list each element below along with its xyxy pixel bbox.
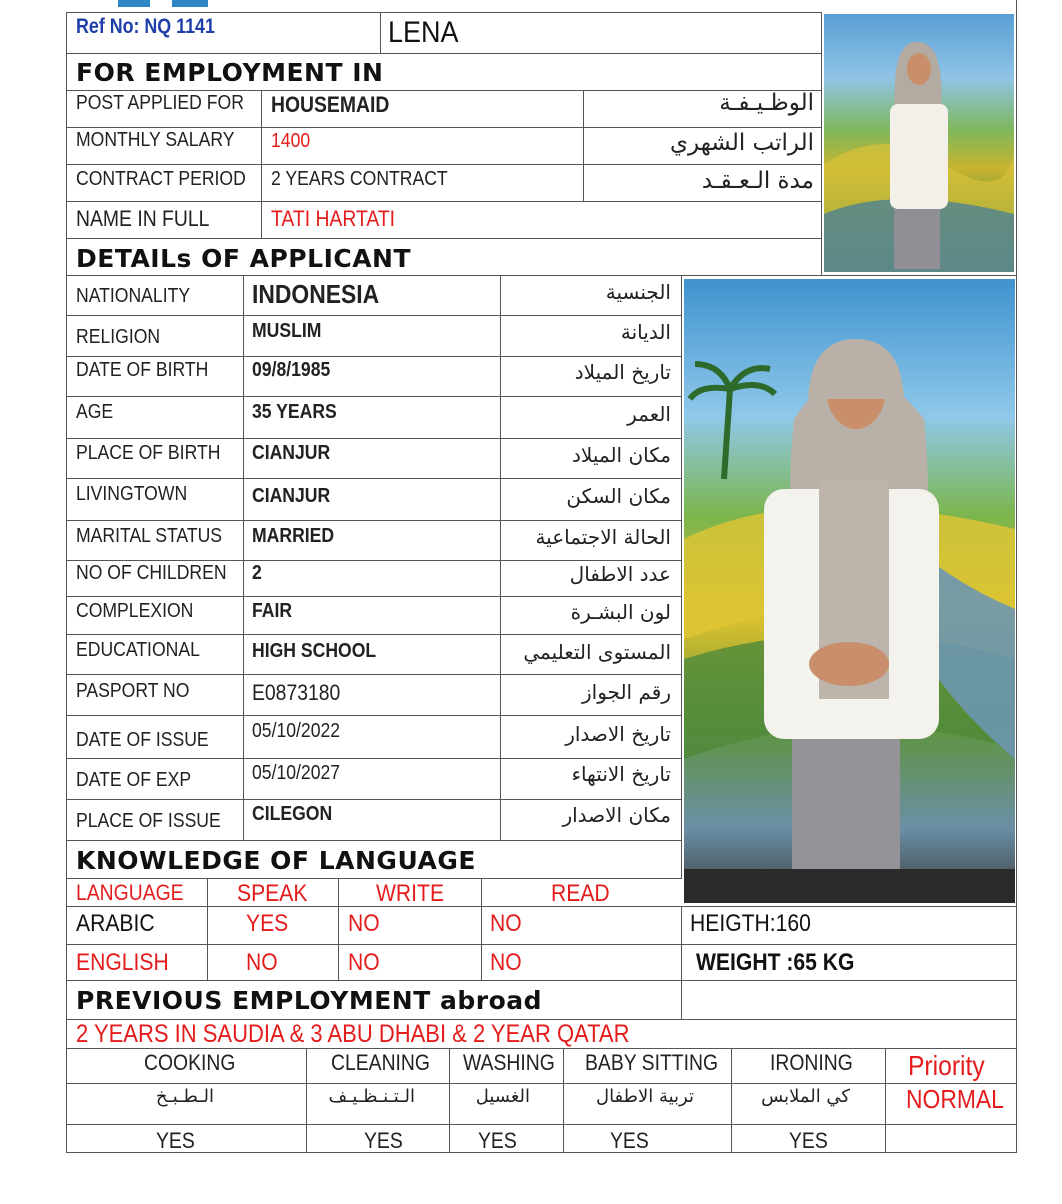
post-arabic: الوظـيـفـة [719,90,814,116]
detail-value-complexion: FAIR [252,600,293,622]
detail-label-complexion: COMPLEXION [76,600,194,622]
language-col-write: WRITE [376,880,445,907]
skill-babysitting-value: YES [610,1128,649,1153]
detail-value-religion: MUSLIM [252,320,322,342]
detail-value-exp-date: 05/10/2027 [252,762,341,784]
detail-arabic-pob: مكان الميلاد [572,443,671,467]
skill-washing-label: WASHING [463,1050,555,1075]
language-col-speak: SPEAK [237,880,308,907]
salary-label: MONTHLY SALARY [76,129,235,151]
contract-label: CONTRACT PERIOD [76,168,246,190]
priority-label: Priority [908,1050,985,1081]
salary-arabic: الراتب الشهري [670,130,814,156]
frame-bottom [66,1152,1017,1153]
detail-label-marital: MARITAL STATUS [76,525,223,547]
detail-arabic-exp-date: تاريخ الانتهاء [571,762,671,786]
frame-left [66,12,67,1153]
detail-arabic-marital: الحالة الاجتماعية [535,525,671,549]
detail-value-pob: CIANJUR [252,442,331,464]
contract-arabic: مدة الـعـقـد [701,168,814,194]
skill-cleaning-label: CLEANING [331,1050,430,1075]
detail-arabic-education: المستوى التعليمي [523,640,671,664]
language-arabic-read: NO [490,910,522,937]
detail-value-passport: E0873180 [252,680,341,705]
detail-arabic-passport: رقم الجواز [582,680,671,704]
skill-washing-arabic: الغسيل [475,1086,530,1107]
detail-arabic-issue-place: مكان الاصدار [562,803,671,827]
detail-label-issue-date: DATE OF ISSUE [76,729,209,751]
language-arabic-write: NO [348,910,380,937]
skill-babysitting-label: BABY SITTING [585,1050,719,1075]
weight-value: WEIGHT :65 KG [696,949,855,976]
detail-value-children: 2 [252,562,262,584]
language-row-arabic: ARABIC [76,910,155,937]
detail-value-education: HIGH SCHOOL [252,640,377,662]
details-heading: DETAILs OF APPLICANT [76,244,412,273]
language-english-write: NO [348,949,380,976]
detail-label-livingtown: LIVINGTOWN [76,483,188,505]
detail-value-nationality: INDONESIA [252,279,380,309]
detail-label-pob: PLACE OF BIRTH [76,442,221,464]
detail-label-children: NO OF CHILDREN [76,562,227,584]
skill-cooking-arabic: الـطـبـخ [155,1086,214,1107]
language-english-speak: NO [246,949,278,976]
previous-employment-text: 2 YEARS IN SAUDIA & 3 ABU DHABI & 2 YEAR QATAR [76,1020,630,1048]
detail-label-issue-place: PLACE OF ISSUE [76,810,221,832]
fullname-label: NAME IN FULL [76,206,210,231]
fullname-value: TATI HARTATI [271,206,396,231]
applicant-short-name: LENA [388,16,459,49]
detail-value-dob: 09/8/1985 [252,359,331,381]
salary-value: 1400 [271,130,311,152]
language-row-english: ENGLISH [76,949,169,976]
applicant-photo-small [824,14,1014,272]
detail-arabic-complexion: لون البشـرة [570,600,671,624]
detail-value-age: 35 YEARS [252,401,337,423]
language-col-read: READ [551,880,610,907]
header-tab-right [172,0,208,7]
detail-arabic-livingtown: مكان السكن [566,484,671,508]
language-english-read: NO [490,949,522,976]
detail-label-dob: DATE OF BIRTH [76,359,209,381]
post-label: POST APPLIED FOR [76,92,244,114]
header-tab-left [118,0,150,7]
detail-value-issue-place: CILEGON [252,803,333,825]
detail-arabic-children: عدد الاطفال [569,562,671,586]
detail-arabic-age: العمر [627,402,671,426]
ref-number: Ref No: NQ 1141 [76,15,215,38]
detail-label-nationality: NATIONALITY [76,285,191,307]
height-value: HEIGTH:160 [690,910,811,937]
skill-washing-value: YES [478,1128,517,1153]
detail-label-religion: RELIGION [76,326,161,348]
detail-arabic-nationality: الجنسية [605,280,671,304]
skill-cleaning-arabic: الـتـنـظـيـف [328,1086,415,1107]
language-heading: KNOWLEDGE OF LANGUAGE [76,846,476,875]
detail-label-education: EDUCATIONAL [76,639,200,661]
skill-babysitting-arabic: تربية الاطفال [595,1086,694,1107]
priority-value: NORMAL [906,1084,1004,1114]
skill-ironing-value: YES [789,1128,828,1153]
skill-ironing-label: IRONING [770,1050,853,1075]
post-value: HOUSEMAID [271,92,390,117]
detail-arabic-religion: الديانة [620,320,671,344]
skill-ironing-arabic: كي الملابس [761,1086,850,1107]
detail-value-issue-date: 05/10/2022 [252,720,341,742]
detail-label-exp-date: DATE OF EXP [76,769,192,791]
contract-value: 2 YEARS CONTRACT [271,168,448,190]
language-arabic-speak: YES [246,910,289,937]
detail-label-age: AGE [76,401,114,423]
applicant-photo-large [684,279,1015,903]
detail-value-livingtown: CIANJUR [252,485,331,507]
previous-employment-heading: PREVIOUS EMPLOYMENT abroad [76,986,543,1015]
detail-arabic-issue-date: تاريخ الاصدار [565,722,671,746]
detail-label-passport: PASPORT NO [76,680,190,702]
skill-cleaning-value: YES [364,1128,403,1153]
detail-arabic-dob: تاريخ الميلاد [574,360,671,384]
language-col-language: LANGUAGE [76,880,184,905]
skill-cooking-value: YES [156,1128,195,1153]
employment-heading: FOR EMPLOYMENT IN [76,58,384,87]
detail-value-marital: MARRIED [252,525,335,547]
skill-cooking-label: COOKING [144,1050,236,1075]
